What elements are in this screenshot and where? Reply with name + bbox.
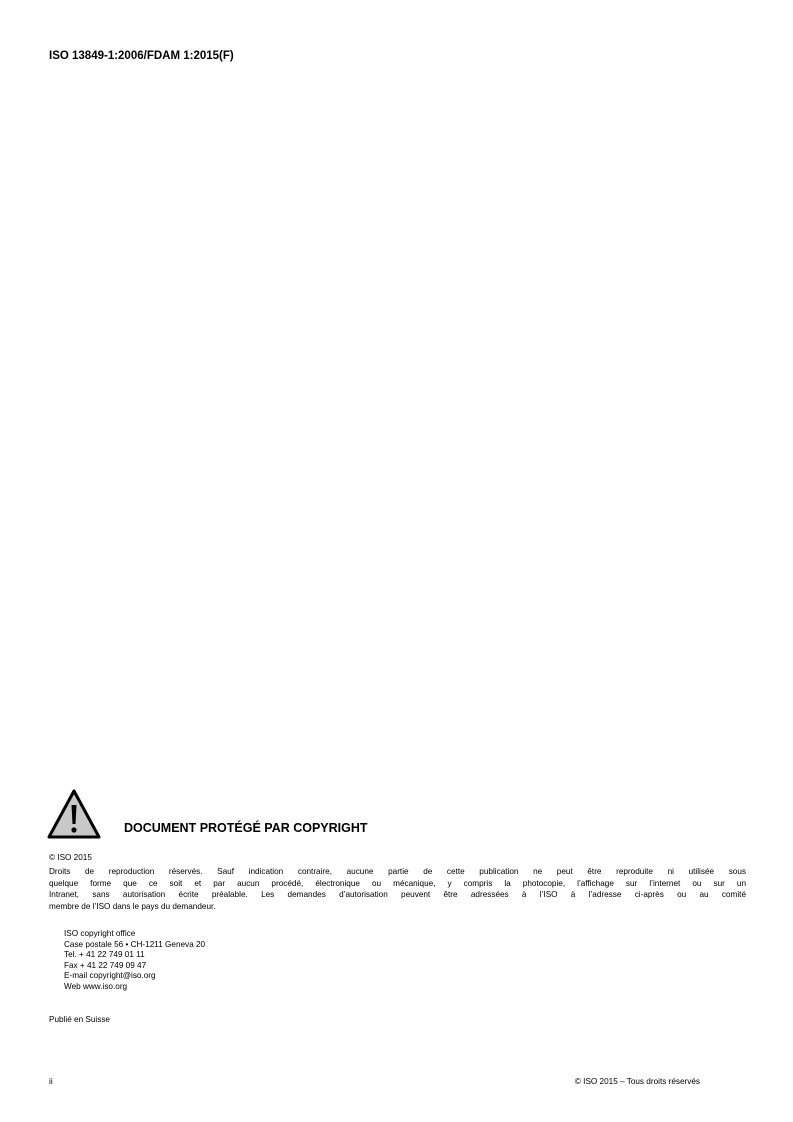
warning-triangle-icon (46, 788, 102, 840)
published-in: Publié en Suisse (49, 1015, 110, 1024)
address-web: Web www.iso.org (64, 981, 128, 991)
document-header-title: ISO 13849-1:2006/FDAM 1:2015(F) (49, 50, 234, 62)
footer-rights: © ISO 2015 – Tous droits réservés (574, 1077, 700, 1086)
paragraph-line: membre de l’ISO dans le pays du demandeur. (49, 901, 216, 911)
address-office: ISO copyright office (64, 929, 136, 938)
copyright-paragraph (49, 866, 746, 912)
copyright-line: © ISO 2015 (49, 853, 92, 862)
address-fax: Fax + 41 22 749 09 47 (64, 960, 147, 970)
address-tel: Tel. + 41 22 749 01 11 (64, 950, 145, 960)
paragraph-line: quelque forme que ce soit et par aucun procédé, électronique ou mécanique, y compris la photocopie, l’affichage sur l’internet ou sur un (49, 878, 746, 888)
paragraph-line: Droits de reproduction réservés. Sauf indication contraire, aucune partie de cette publication ne peut être reproduite ni utilisée sous (49, 867, 746, 876)
copyright-heading: DOCUMENT PROTÉGÉ PAR COPYRIGHT (124, 821, 368, 835)
page-number: ii (49, 1077, 53, 1086)
address-postal: Case postale 56 • CH-1211 Geneva 20 (64, 939, 206, 949)
copyright-office-address (64, 929, 205, 993)
paragraph-line: Intranet, sans autorisation écrite préalable. Les demandes d’autorisation peuvent être adressées à l’ISO à l’adresse ci-après ou au comité (49, 890, 746, 900)
address-email: E-mail copyright@iso.org (64, 971, 156, 981)
